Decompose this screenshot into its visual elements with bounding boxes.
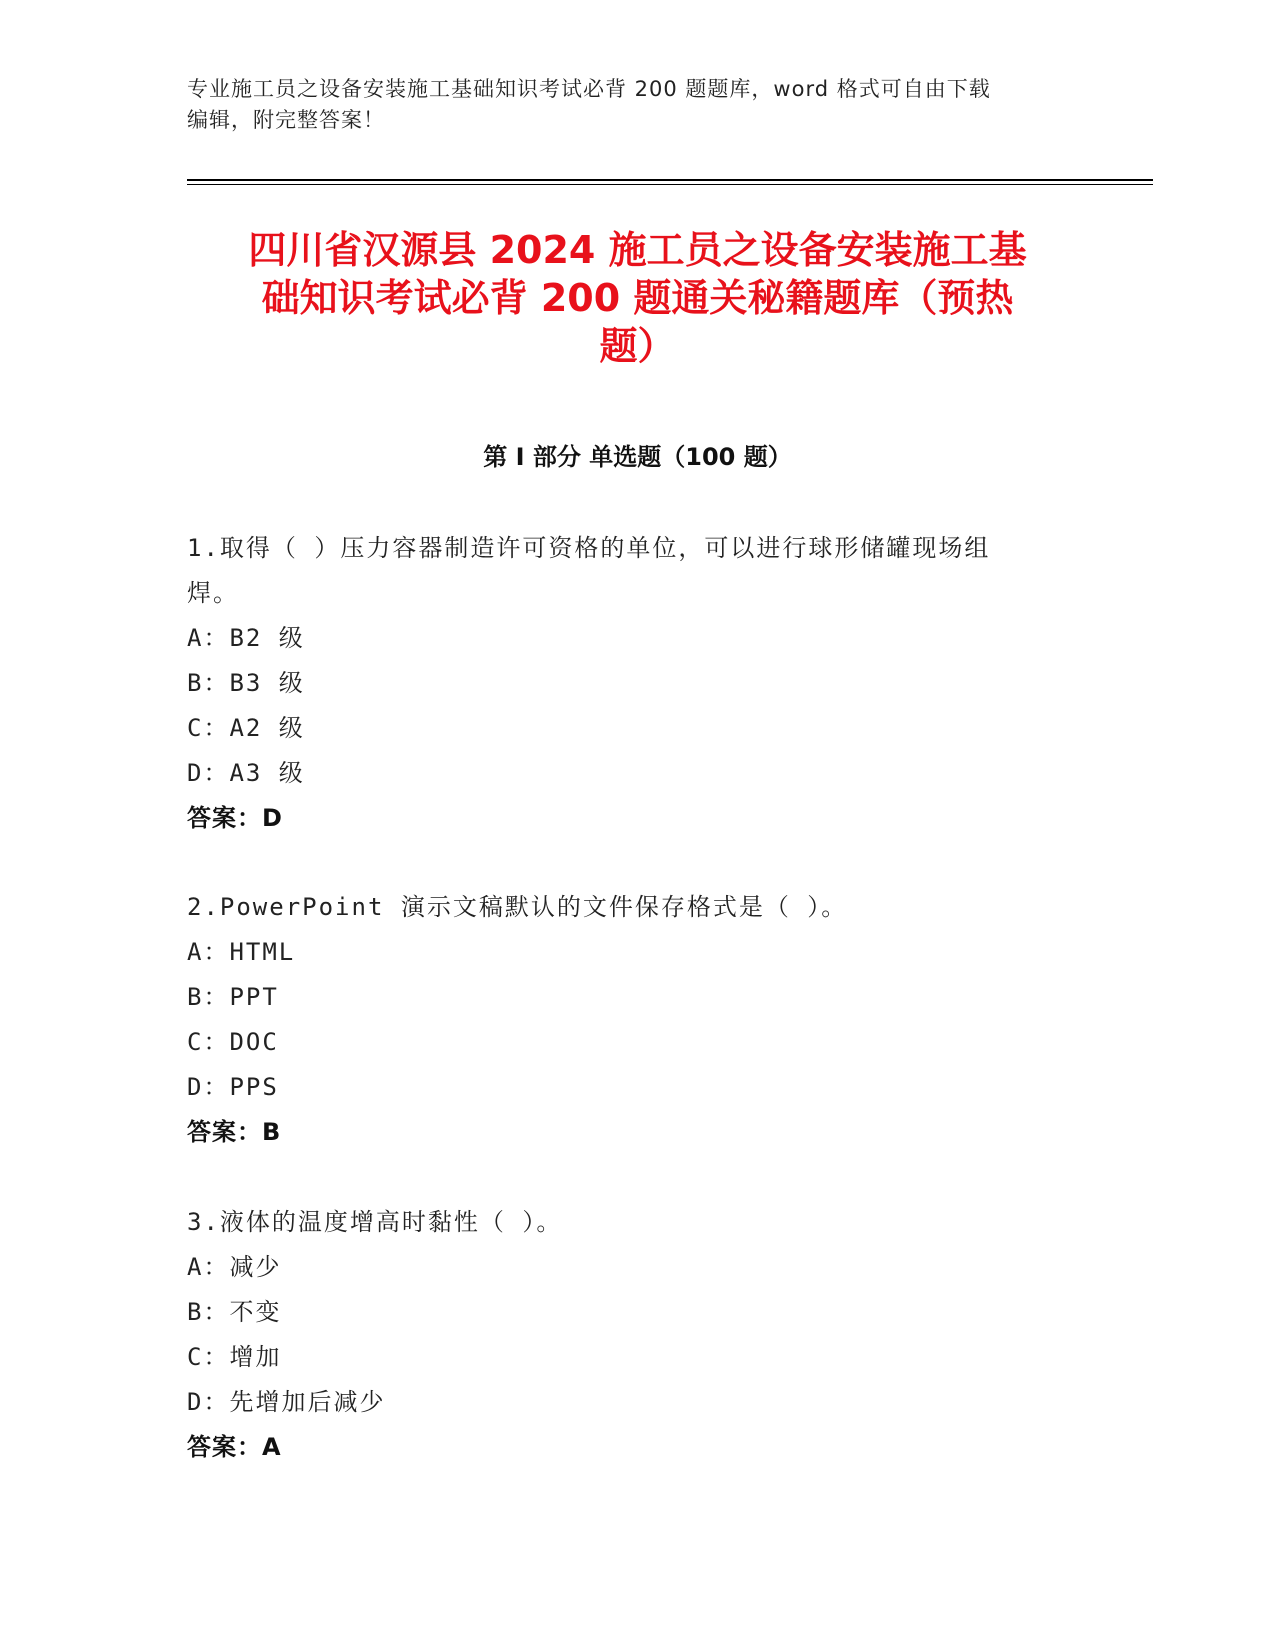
question-stem: 3.液体的温度增高时黏性（ ）。: [187, 1208, 563, 1236]
header-divider-thin: [187, 184, 1153, 185]
option-c: C：A2 级: [187, 714, 305, 742]
header-note: [187, 74, 1087, 136]
option-d: D：A3 级: [187, 759, 305, 787]
header-note-line-1: 专业施工员之设备安装施工基础知识考试必背 200 题题库，word 格式可自由下载: [187, 77, 991, 101]
option-d: D：PPS: [187, 1073, 279, 1101]
document-title: [187, 226, 1088, 370]
option-b: B：B3 级: [187, 669, 305, 697]
question-2: [187, 885, 1087, 1155]
answer: 答案：B: [187, 1118, 282, 1146]
question-1: [187, 526, 1087, 841]
document-title-line-3: 题）: [599, 324, 676, 368]
header-note-line-2: 编辑，附完整答案！: [187, 108, 385, 132]
option-d: D：先增加后减少: [187, 1388, 386, 1416]
option-c: C：DOC: [187, 1028, 279, 1056]
question-3: [187, 1200, 1087, 1470]
question-stem: 1.取得（ ）压力容器制造许可资格的单位，可以进行球形储罐现场组: [187, 534, 991, 562]
answer: 答案：D: [187, 804, 283, 832]
header-divider-thick: [187, 179, 1153, 181]
option-b: B：PPT: [187, 983, 279, 1011]
option-a: A：减少: [187, 1253, 282, 1281]
answer: 答案：A: [187, 1433, 282, 1461]
option-a: A：HTML: [187, 938, 296, 966]
option-b: B：不变: [187, 1298, 282, 1326]
question-stem: 2.PowerPoint 演示文稿默认的文件保存格式是（ ）。: [187, 893, 848, 921]
section-heading: 第 I 部分 单选题（100 题）: [483, 443, 792, 471]
option-a: A：B2 级: [187, 624, 305, 652]
document-title-line-2: 础知识考试必背 200 题通关秘籍题库（预热: [261, 276, 1014, 320]
option-c: C：增加: [187, 1343, 282, 1371]
document-title-line-1: 四川省汉源县 2024 施工员之设备安装施工基: [248, 228, 1027, 272]
question-stem-continued: 焊。: [187, 579, 239, 607]
